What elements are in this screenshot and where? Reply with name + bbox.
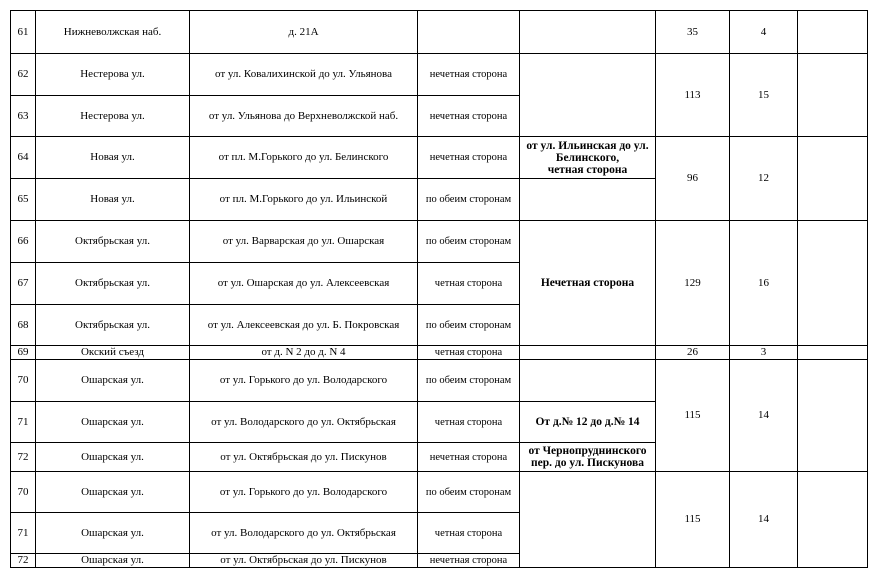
street-name: Нестерова ул. (36, 96, 190, 137)
street-section: от ул. Ульянова до Верхневолжской наб. (190, 96, 418, 137)
street-section: д. 21А (190, 11, 418, 54)
streets-table (10, 10, 868, 568)
empty-cell (798, 54, 868, 137)
row-number: 64 (11, 137, 36, 179)
street-name: Ошарская ул. (36, 443, 190, 472)
street-name: Нестерова ул. (36, 54, 190, 96)
street-name: Новая ул. (36, 137, 190, 179)
empty-cell (798, 346, 868, 360)
table-row (11, 137, 868, 179)
street-section: от ул. Ошарская до ул. Алексеевская (190, 263, 418, 305)
count-value: 15 (730, 54, 798, 137)
row-number: 62 (11, 54, 36, 96)
length-value: 35 (656, 11, 730, 54)
row-number: 68 (11, 305, 36, 346)
street-section: от ул. Горького до ул. Володарского (190, 472, 418, 513)
street-name: Новая ул. (36, 179, 190, 221)
street-name: Октябрьская ул. (36, 305, 190, 346)
table-row (11, 221, 868, 263)
street-name: Ошарская ул. (36, 554, 190, 568)
section-note (520, 179, 656, 221)
section-note (520, 472, 656, 568)
section-note (520, 11, 656, 54)
section-note (520, 346, 656, 360)
count-value: 14 (730, 360, 798, 472)
count-value: 16 (730, 221, 798, 346)
street-name: Ошарская ул. (36, 360, 190, 402)
row-number: 71 (11, 402, 36, 443)
table-row (11, 472, 868, 513)
street-side: четная сторона (418, 263, 520, 305)
street-section: от ул. Володарского до ул. Октябрьская (190, 402, 418, 443)
street-side: по обеим сторонам (418, 305, 520, 346)
section-note (520, 360, 656, 402)
row-number: 61 (11, 11, 36, 54)
row-number: 70 (11, 360, 36, 402)
row-number: 72 (11, 443, 36, 472)
table-row (11, 360, 868, 402)
street-section: от ул. Варварская до ул. Ошарская (190, 221, 418, 263)
empty-cell (798, 472, 868, 568)
street-side: по обеим сторонам (418, 221, 520, 263)
street-side: по обеим сторонам (418, 360, 520, 402)
row-number: 63 (11, 96, 36, 137)
street-side: по обеим сторонам (418, 472, 520, 513)
street-name: Ошарская ул. (36, 513, 190, 554)
row-number: 70 (11, 472, 36, 513)
street-section: от ул. Октябрьская до ул. Пискунов (190, 443, 418, 472)
empty-cell (798, 221, 868, 346)
street-name: Окский съезд (36, 346, 190, 360)
row-number: 67 (11, 263, 36, 305)
street-name: Ошарская ул. (36, 402, 190, 443)
row-number: 66 (11, 221, 36, 263)
table-row (11, 346, 868, 360)
section-note: от Чернопруднинского пер. до ул. Пискунова (520, 443, 656, 472)
count-value: 14 (730, 472, 798, 568)
empty-cell (798, 137, 868, 221)
table-row (11, 11, 868, 54)
street-name: Октябрьская ул. (36, 263, 190, 305)
row-number: 65 (11, 179, 36, 221)
street-side: четная сторона (418, 402, 520, 443)
street-side: по обеим сторонам (418, 179, 520, 221)
street-section: от ул. Октябрьская до ул. Пискунов (190, 554, 418, 568)
street-side: нечетная сторона (418, 137, 520, 179)
street-name: Октябрьская ул. (36, 221, 190, 263)
street-side: нечетная сторона (418, 443, 520, 472)
street-section: от пл. М.Горького до ул. Ильинской (190, 179, 418, 221)
row-number: 72 (11, 554, 36, 568)
empty-cell (798, 360, 868, 472)
length-value: 26 (656, 346, 730, 360)
length-value: 115 (656, 472, 730, 568)
street-name: Ошарская ул. (36, 472, 190, 513)
street-section: от пл. М.Горького до ул. Белинского (190, 137, 418, 179)
length-value: 113 (656, 54, 730, 137)
count-value: 4 (730, 11, 798, 54)
street-side: нечетная сторона (418, 54, 520, 96)
street-side: нечетная сторона (418, 96, 520, 137)
street-section: от ул. Горького до ул. Володарского (190, 360, 418, 402)
count-value: 12 (730, 137, 798, 221)
length-value: 96 (656, 137, 730, 221)
length-value: 115 (656, 360, 730, 472)
empty-cell (798, 11, 868, 54)
street-section: от д. N 2 до д. N 4 (190, 346, 418, 360)
length-value: 129 (656, 221, 730, 346)
street-section: от ул. Володарского до ул. Октябрьская (190, 513, 418, 554)
street-name: Нижневолжская наб. (36, 11, 190, 54)
street-side (418, 11, 520, 54)
count-value: 3 (730, 346, 798, 360)
section-note (520, 54, 656, 137)
table-row (11, 54, 868, 96)
street-side: четная сторона (418, 346, 520, 360)
row-number: 69 (11, 346, 36, 360)
street-section: от ул. Ковалихинской до ул. Ульянова (190, 54, 418, 96)
row-number: 71 (11, 513, 36, 554)
section-note: от ул. Ильинская до ул. Белинского, четная сторона (520, 137, 656, 179)
street-side: четная сторона (418, 513, 520, 554)
section-note: Нечетная сторона (520, 221, 656, 346)
street-section: от ул. Алексеевская до ул. Б. Покровская (190, 305, 418, 346)
section-note: От д.№ 12 до д.№ 14 (520, 402, 656, 443)
street-side: нечетная сторона (418, 554, 520, 568)
